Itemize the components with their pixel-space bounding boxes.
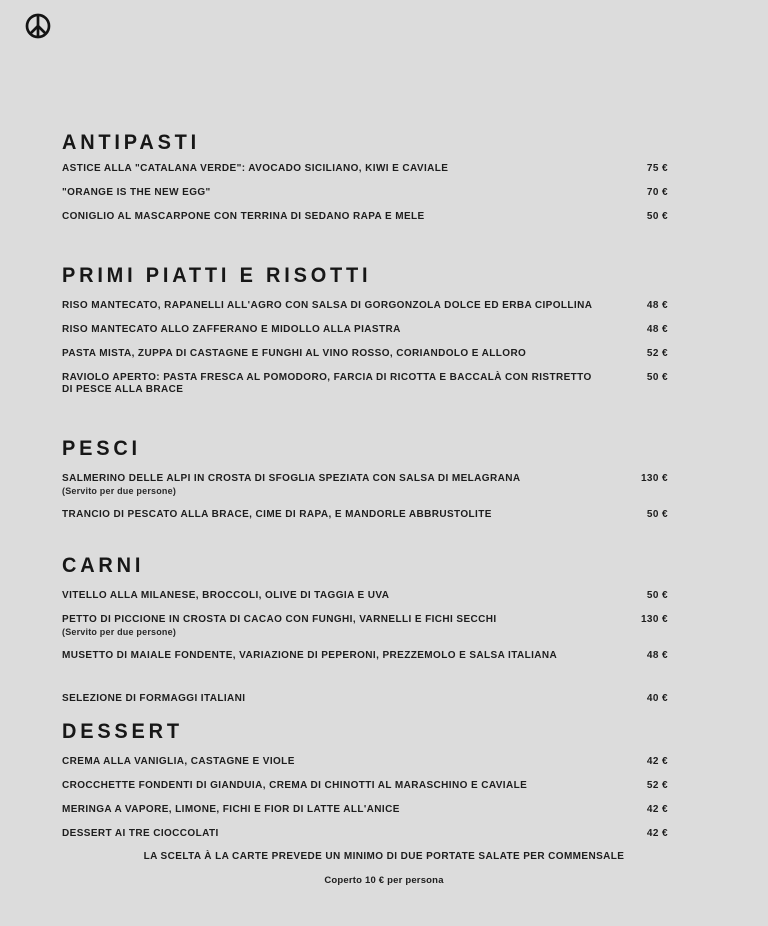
section-items: [62, 750, 668, 846]
item-price: 52 €: [646, 780, 668, 791]
item-name: MERINGA A VAPORE, LIMONE, FICHI E FIOR DI LATTE ALL'ANICE: [62, 804, 400, 815]
menu-item-text: [62, 804, 400, 816]
menu-section-carni: [62, 555, 668, 711]
menu-item-text: [62, 780, 527, 792]
menu-item-text: [62, 509, 492, 521]
item-name: "ORANGE IS THE NEW EGG": [62, 187, 211, 198]
item-name: RISO MANTECATO, RAPANELLI ALL'AGRO CON SALSA DI GORGONZOLA DOLCE ED ERBA CIPOLLINA: [62, 300, 593, 311]
item-note: (Servito per due persone): [62, 627, 177, 637]
section-title: DESSERT: [62, 720, 183, 743]
item-name: PASTA MISTA, ZUPPA DI CASTAGNE E FUNGHI AL VINO ROSSO, CORIANDOLO E ALLORO: [62, 348, 527, 359]
menu-item-row: [62, 750, 668, 774]
menu-item-text: [62, 348, 526, 360]
menu-item-row: [62, 644, 668, 668]
item-price: 48 €: [646, 324, 668, 335]
section-title: PRIMI PIATTI E RISOTTI: [62, 264, 372, 287]
item-price: 48 €: [646, 300, 668, 311]
menu-item-row: [62, 584, 668, 608]
item-price: 50 €: [646, 211, 668, 222]
item-price: 130 €: [640, 614, 668, 625]
item-note: (Servito per due persone): [62, 486, 177, 496]
item-name: DESSERT AI TRE CIOCCOLATI: [62, 828, 219, 839]
menu-item-row: [62, 318, 668, 342]
item-price: 50 €: [646, 372, 668, 383]
menu-item-row: [62, 366, 668, 402]
footer: [0, 851, 768, 886]
section-title: CARNI: [62, 554, 145, 577]
peace-icon: [25, 13, 51, 39]
item-price: 48 €: [646, 650, 668, 661]
item-name: RAVIOLO APERTO: PASTA FRESCA AL POMODORO, FARCIA DI RICOTTA E BACCALÀ CON RISTRETTO DI PESCE ALLA BRACE: [62, 372, 592, 395]
item-price: 42 €: [646, 756, 668, 767]
item-price: 42 €: [646, 804, 668, 815]
item-name: TRANCIO DI PESCATO ALLA BRACE, CIME DI RAPA, E MANDORLE ABBRUSTOLITE: [62, 509, 492, 520]
item-price: 70 €: [646, 187, 668, 198]
menu-item-row: [62, 205, 668, 229]
section-title: PESCI: [62, 437, 141, 460]
footer-minimum-notice: LA SCELTA À LA CARTE PREVEDE UN MINIMO DI DUE PORTATE SALATE PER COMMENSALE: [143, 851, 625, 862]
menu-item-row: [62, 798, 668, 822]
menu-item-row: [62, 687, 668, 711]
menu-item-text: [62, 614, 497, 638]
menu-item-text: [62, 756, 295, 768]
menu-item-row: [62, 157, 668, 181]
menu-item-row: [62, 294, 668, 318]
menu-item-row: [62, 467, 668, 503]
menu-item-text: [62, 650, 557, 662]
menu-section-dessert: [62, 721, 668, 846]
menu-item-row: [62, 181, 668, 205]
item-name: CROCCHETTE FONDENTI DI GIANDUIA, CREMA DI CHINOTTI AL MARASCHINO E CAVIALE: [62, 780, 528, 791]
item-name: SELEZIONE DI FORMAGGI ITALIANI: [62, 693, 246, 704]
menu-item-text: [62, 187, 211, 199]
section-items: [62, 584, 668, 711]
menu-item-text: [62, 211, 425, 223]
menu-item-row: [62, 342, 668, 366]
item-price: 52 €: [646, 348, 668, 359]
menu-item-text: [62, 300, 592, 312]
section-title: ANTIPASTI: [62, 131, 201, 154]
section-items: [62, 157, 668, 229]
item-price: 130 €: [640, 473, 668, 484]
item-name: CREMA ALLA VANIGLIA, CASTAGNE E VIOLE: [62, 756, 295, 767]
footer-cover-charge: Coperto 10 € per persona: [324, 875, 444, 886]
section-items: [62, 294, 668, 402]
item-price: 40 €: [646, 693, 668, 704]
menu-item-text: [62, 324, 401, 336]
menu-item-row: [62, 822, 668, 846]
item-name: VITELLO ALLA MILANESE, BROCCOLI, OLIVE DI TAGGIA E UVA: [62, 590, 390, 601]
item-name: MUSETTO DI MAIALE FONDENTE, VARIAZIONE DI PEPERONI, PREZZEMOLO E SALSA ITALIANA: [62, 650, 558, 661]
section-items: [62, 467, 668, 527]
menu-item-text: [62, 163, 448, 175]
item-price: 75 €: [646, 163, 668, 174]
menu-section-primi: [62, 265, 668, 402]
item-name: RISO MANTECATO ALLO ZAFFERANO E MIDOLLO ALLA PIASTRA: [62, 324, 401, 335]
menu-item-text: [62, 372, 602, 396]
menu-item-row: [62, 608, 668, 644]
menu: [62, 132, 668, 846]
menu-section-antipasti: [62, 132, 668, 229]
item-price: 50 €: [646, 590, 668, 601]
item-price: 50 €: [646, 509, 668, 520]
menu-item-row: [62, 774, 668, 798]
menu-item-text: [62, 828, 219, 840]
item-price: 42 €: [646, 828, 668, 839]
menu-item-row: [62, 503, 668, 527]
item-name: SALMERINO DELLE ALPI IN CROSTA DI SFOGLIA SPEZIATA CON SALSA DI MELAGRANA: [62, 473, 521, 484]
menu-item-text: [62, 590, 389, 602]
item-name: CONIGLIO AL MASCARPONE CON TERRINA DI SEDANO RAPA E MELE: [62, 211, 425, 222]
menu-section-pesci: [62, 438, 668, 527]
menu-item-text: [62, 473, 520, 497]
item-name: ASTICE ALLA "CATALANA VERDE": AVOCADO SICILIANO, KIWI E CAVIALE: [62, 163, 449, 174]
menu-item-text: [62, 693, 245, 705]
item-name: PETTO DI PICCIONE IN CROSTA DI CACAO CON FUNGHI, VARNELLI E FICHI SECCHI: [62, 614, 497, 625]
